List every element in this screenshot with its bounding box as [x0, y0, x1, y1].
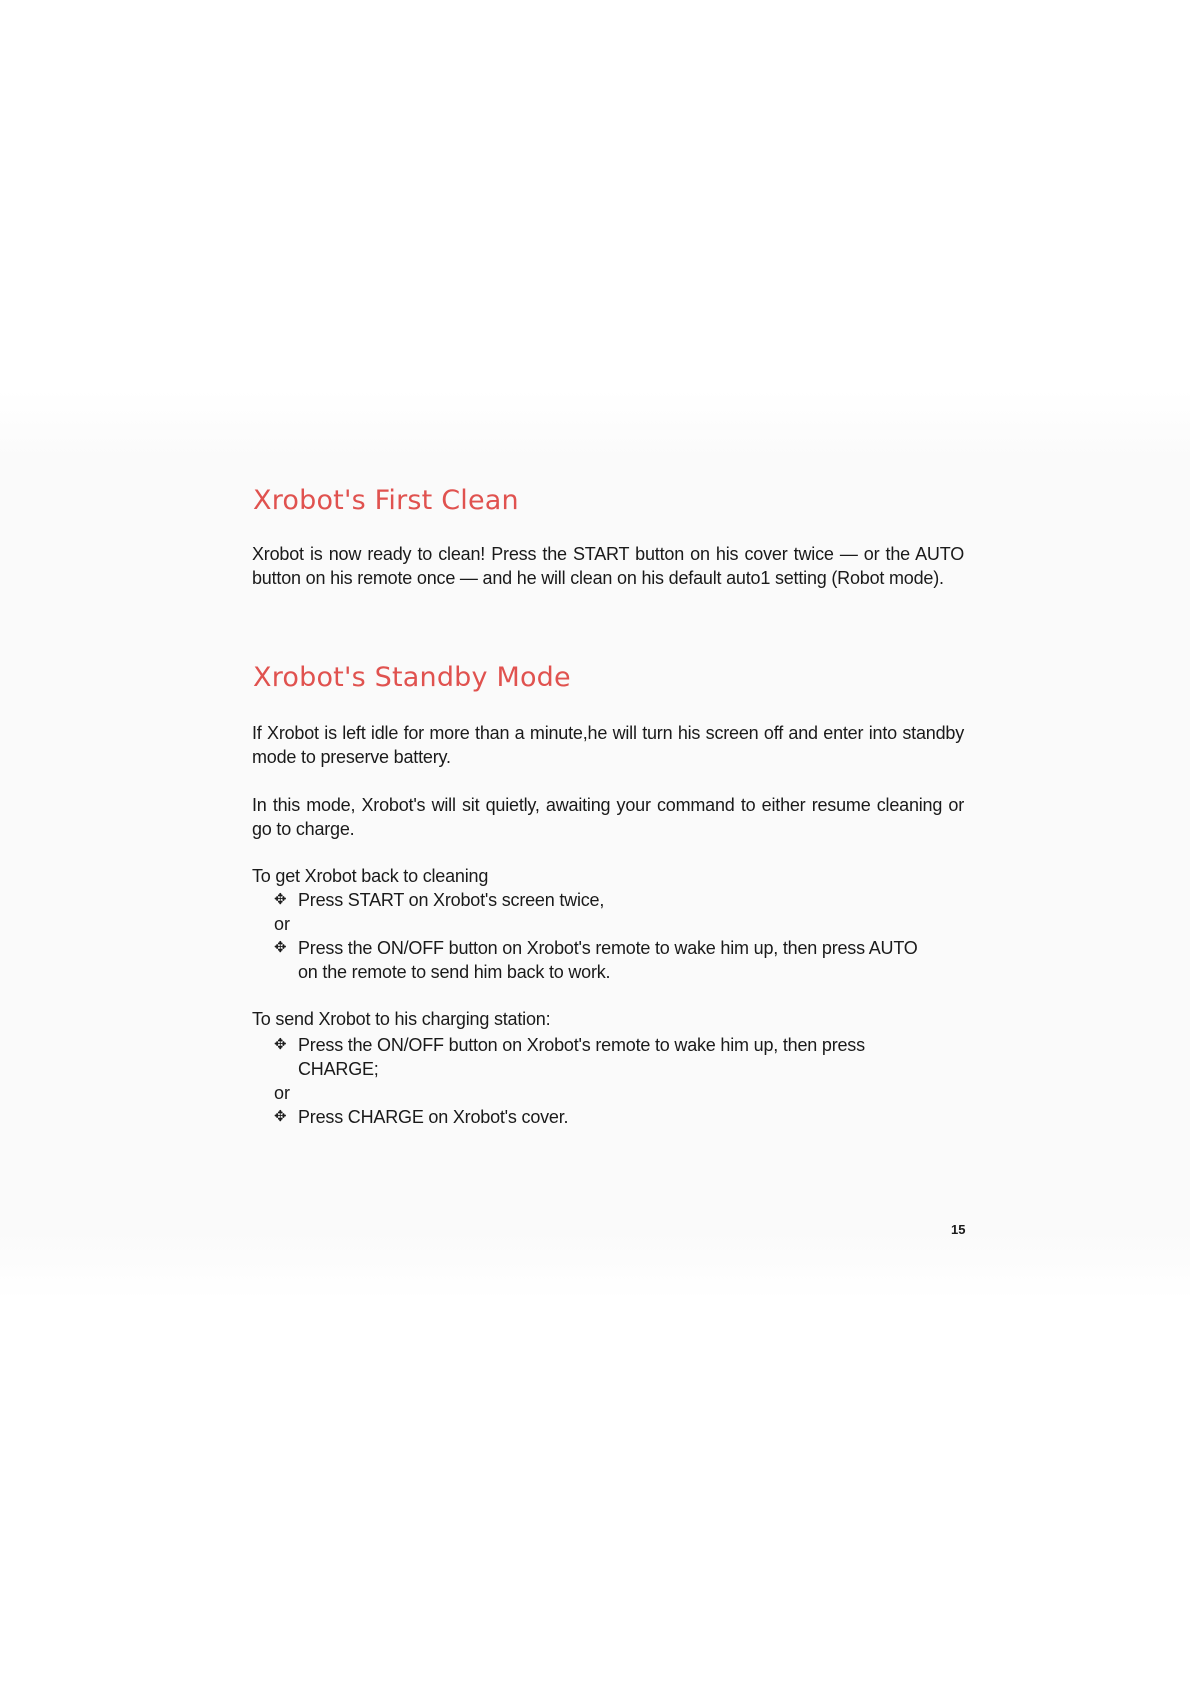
section-heading-standby-mode: Xrobot's Standby Mode: [253, 662, 571, 693]
bullet-icon: ✥: [274, 1108, 287, 1125]
list-item-text: Press the ON/OFF button on Xrobot's remote to wake him up, then press AUTO on the remote to send him back to work.: [298, 938, 918, 982]
bullet-icon: ✥: [274, 1036, 287, 1053]
list-item-text: Press CHARGE on Xrobot's cover.: [298, 1107, 569, 1127]
standby-paragraph-mode: In this mode, Xrobot's will sit quietly, awaiting your command to either resume cleaning or go to charge.: [252, 795, 964, 839]
standby-paragraph-idle: If Xrobot is left idle for more than a minute,he will turn his screen off and enter into standby mode to preserve battery.: [252, 723, 964, 767]
list-item: [274, 1033, 934, 1081]
list-item: [274, 936, 934, 984]
to-charging-intro: To send Xrobot to his charging station:: [252, 1009, 551, 1029]
list-item-text: Press the ON/OFF button on Xrobot's remote to wake him up, then press CHARGE;: [298, 1035, 865, 1079]
or-separator: or: [274, 914, 291, 934]
first-clean-paragraph: Xrobot is now ready to clean! Press the START button on his cover twice — or the AUTO button on his remote once — and he will clean on his default auto1 setting (Robot mode).: [252, 544, 964, 588]
or-separator: or: [274, 1083, 291, 1103]
list-item-text: Press START on Xrobot's screen twice,: [298, 890, 605, 910]
section-heading-first-clean: Xrobot's First Clean: [253, 485, 519, 516]
page-number: 15: [951, 1222, 966, 1237]
list-item: [274, 1105, 934, 1129]
bullet-icon: ✥: [274, 891, 287, 908]
list-item: [274, 888, 934, 912]
bullet-icon: ✥: [274, 939, 287, 956]
back-to-cleaning-intro: To get Xrobot back to cleaning: [252, 866, 489, 886]
